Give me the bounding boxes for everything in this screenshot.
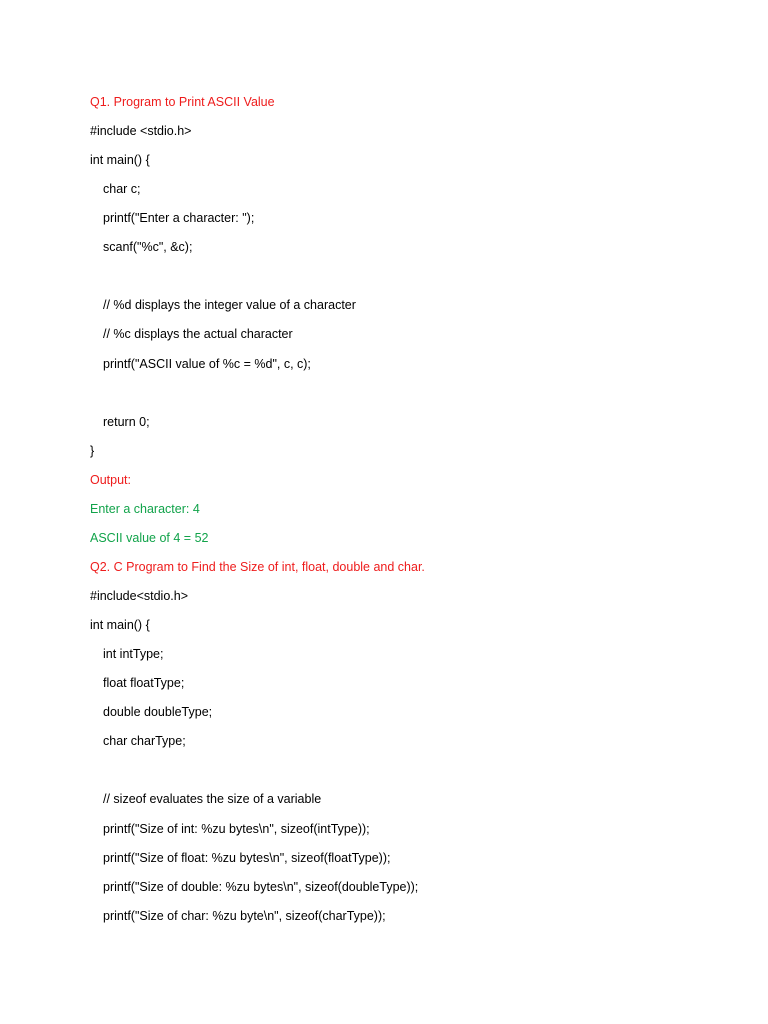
code-line: int main() { xyxy=(90,153,150,167)
code-line: float floatType; xyxy=(103,676,185,690)
code-line: char c; xyxy=(103,182,141,196)
code-line: printf("Size of char: %zu byte\n", sizeof(charType)); xyxy=(103,909,386,923)
code-line: printf("ASCII value of %c = %d", c, c); xyxy=(103,357,311,371)
code-comment: // sizeof evaluates the size of a variable xyxy=(103,792,322,806)
code-line: printf("Size of float: %zu bytes\n", sizeof(floatType)); xyxy=(103,851,391,865)
code-line: #include<stdio.h> xyxy=(90,589,188,603)
code-line: printf("Size of double: %zu bytes\n", sizeof(doubleType)); xyxy=(103,880,419,894)
code-line: #include <stdio.h> xyxy=(90,124,192,138)
code-line: int intType; xyxy=(103,647,164,661)
code-line: char charType; xyxy=(103,734,186,748)
q1-output-line: ASCII value of 4 = 52 xyxy=(90,531,209,545)
q1-output-label: Output: xyxy=(90,473,131,487)
code-comment: // %c displays the actual character xyxy=(103,327,293,341)
q1-title: Q1. Program to Print ASCII Value xyxy=(90,95,275,109)
code-line: return 0; xyxy=(103,415,150,429)
code-line: } xyxy=(90,444,95,458)
code-comment: // %d displays the integer value of a character xyxy=(103,298,356,312)
code-line: double doubleType; xyxy=(103,705,213,719)
code-line: printf("Size of int: %zu bytes\n", sizeof(intType)); xyxy=(103,822,370,836)
q2-title: Q2. C Program to Find the Size of int, float, double and char. xyxy=(90,560,425,574)
q1-output-line: Enter a character: 4 xyxy=(90,502,200,516)
code-line: int main() { xyxy=(90,618,150,632)
code-line: printf("Enter a character: "); xyxy=(103,211,255,225)
code-line: scanf("%c", &c); xyxy=(103,240,193,254)
